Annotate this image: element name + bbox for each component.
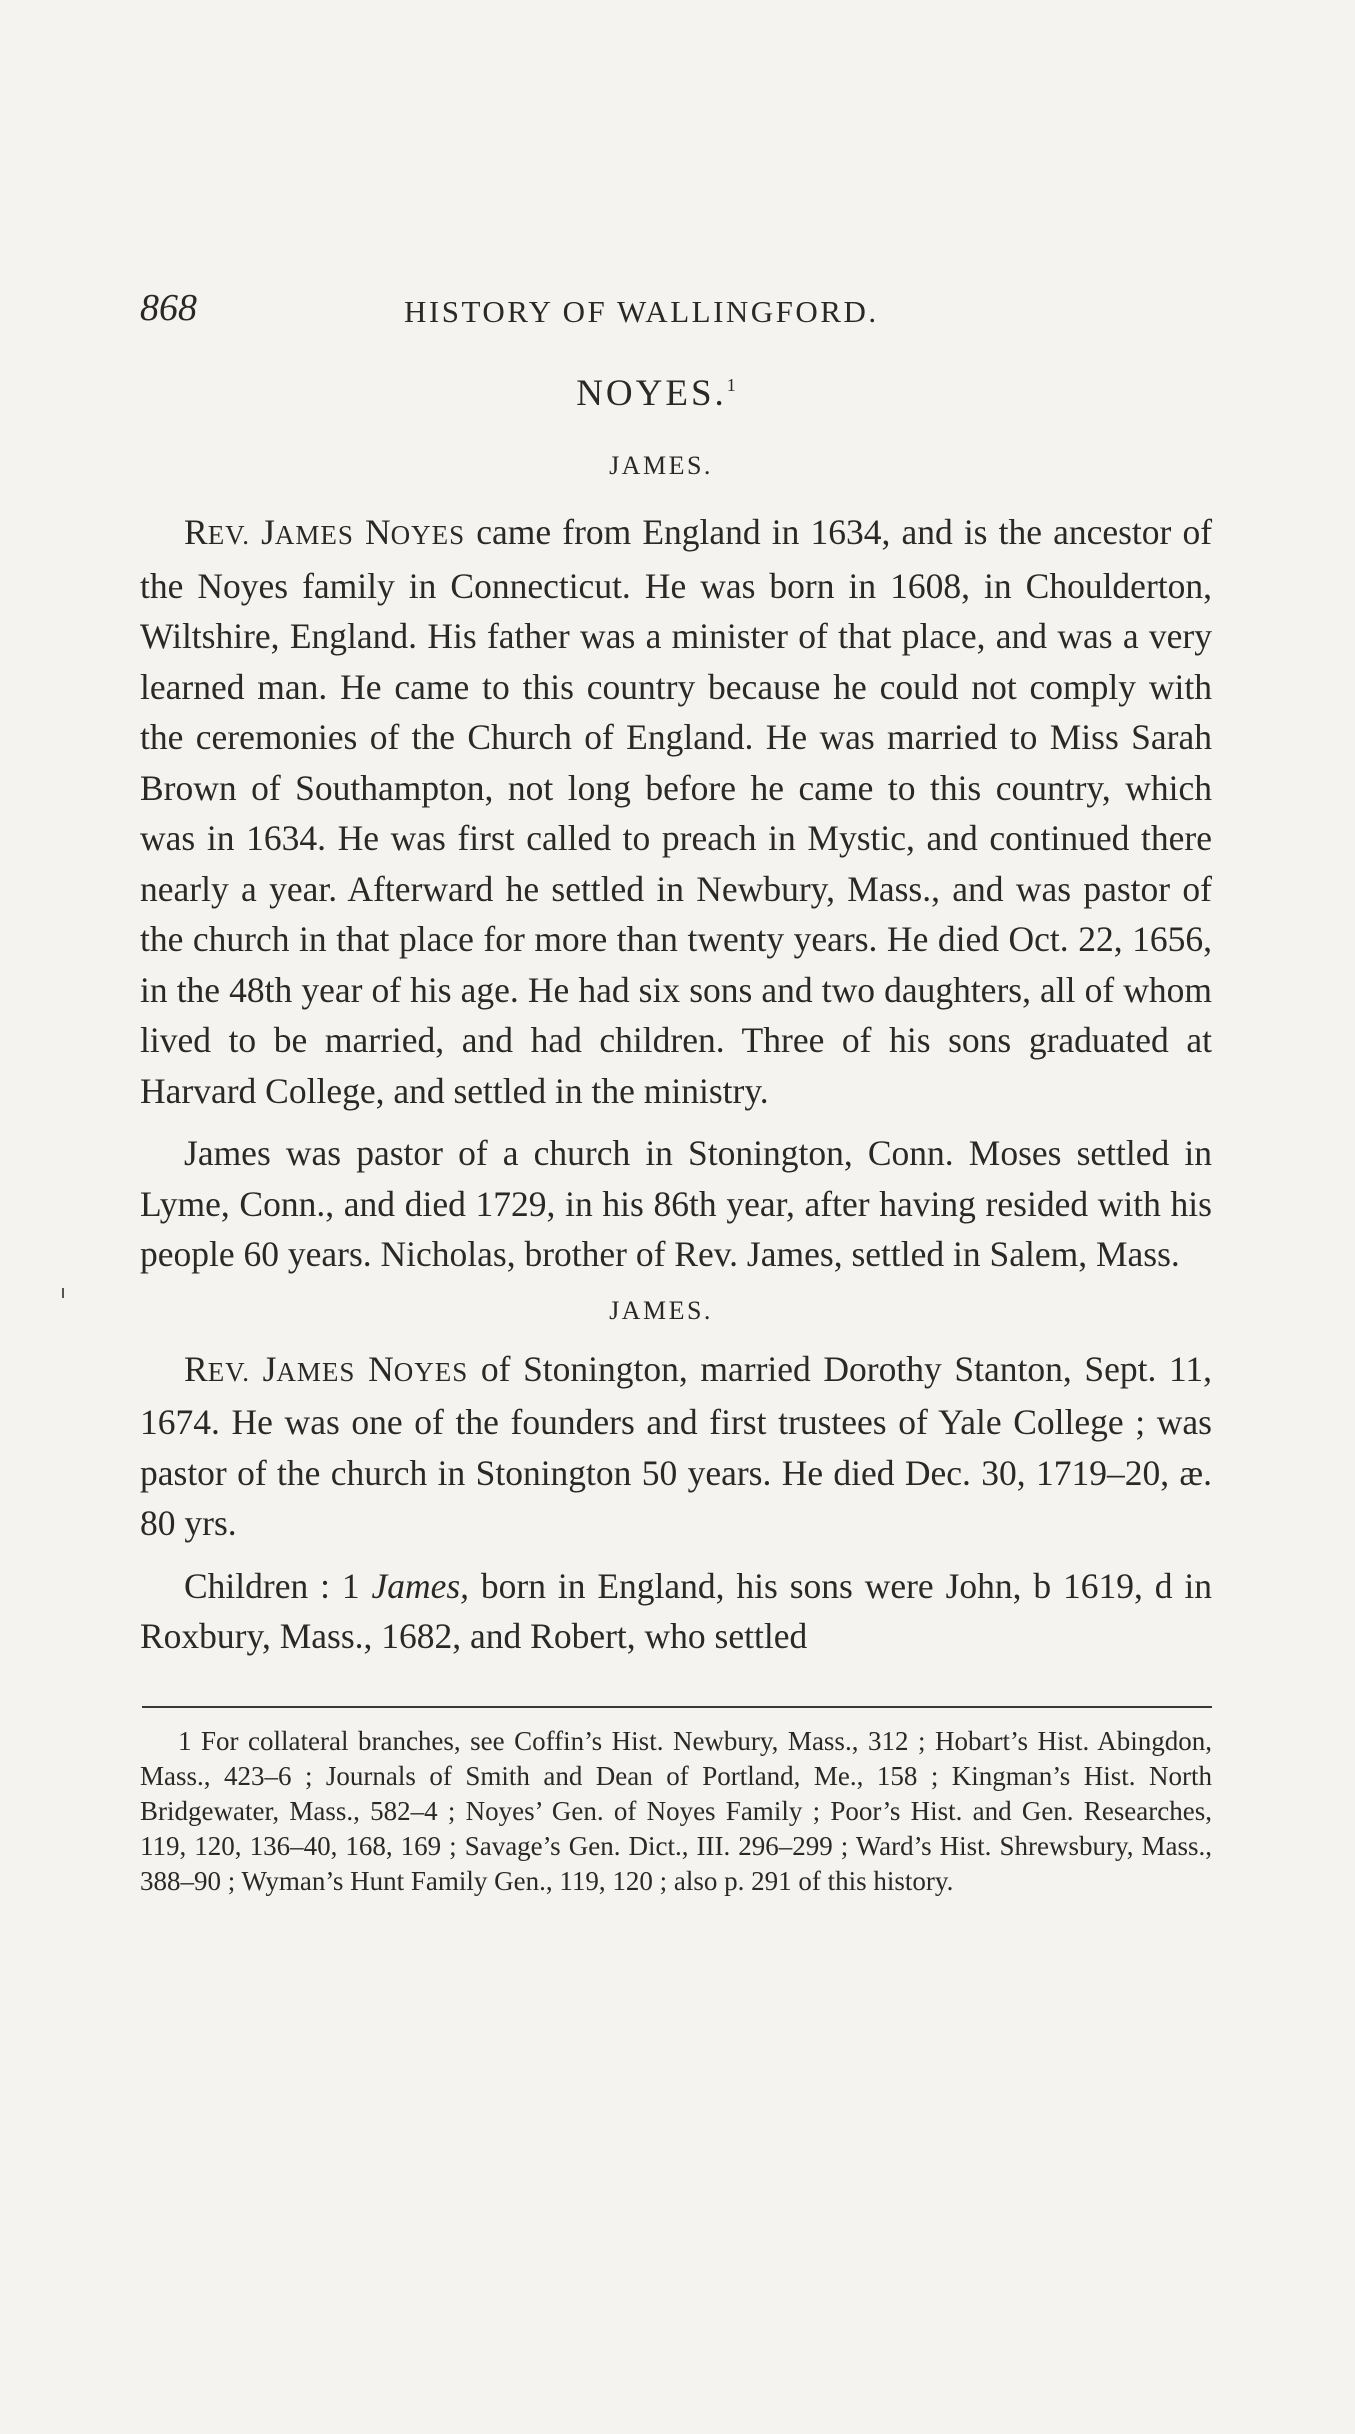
small-caps-text: OYES: [393, 1356, 469, 1387]
section-heading-noyes: [100, 372, 1212, 415]
child-name: James,: [371, 1565, 470, 1606]
heading-title: NOYES.: [576, 373, 727, 414]
subheading-james-1: JAMES.: [609, 451, 713, 480]
subheading-james-2: JAMES.: [609, 1295, 713, 1325]
small-caps-initial: J: [261, 512, 275, 552]
small-caps-initial: J: [262, 1348, 277, 1389]
running-title: HISTORY OF WALLINGFORD.: [404, 294, 879, 329]
page-number: 868: [140, 287, 197, 329]
children-prefix: Children : 1: [184, 1565, 372, 1606]
paragraph-sons: James was pastor of a church in Stonington, Conn. Moses settled in Lyme, Conn., and died 1729, in his 86th year, after having resided with his people 60 years. Nicholas, brother of Rev. James, settled in Salem, Mass.: [140, 1133, 1212, 1274]
small-caps-initial: R: [184, 1348, 208, 1389]
paragraph-children: [140, 1561, 1212, 1662]
small-caps-text: AMES: [276, 1356, 356, 1387]
small-caps-text: EV.: [207, 1356, 250, 1387]
footnote: 1 For collateral branches, see Coffin’s Hist. Newbury, Mass., 312 ; Hobart’s Hist. Abingdon, Mass., 423–6 ; Journals of Smith and Dean of Portland, Me., 158 ; Kingman’s Hist. North Bridgewater, Mass., 582–4 ; Noyes’ Gen. of Noyes Family ; Poor’s Hist. and Gen. Researches, 119, 120, 136–40, 168, 169 ; Savage’s Gen. Dict., III. 296–299 ; Ward’s Hist. Shrewsbury, Mass., 388–90 ; Wyman’s Hunt Family Gen., 119, 120 ; also p. 291 of this history.: [140, 1725, 1212, 1896]
paragraph-rev-james-noyes-stonington: [140, 1344, 1212, 1549]
paragraph-rev-james-noyes: [140, 507, 1212, 1116]
footnote-reference: 1: [726, 375, 736, 395]
paragraph-text: came from England in 1634, and is the ancestor of the Noyes family in Connecticut. He was born in 1608, in Choulderton, Wiltshire, England. His father was a minister of that place, and was a very learned man. He came to this country because he could not comply with the ceremonies of the Church of England. He was married to Miss Sarah Brown of Southampton, not long before he came to this country, which was in 1634. He was first called to preach in Mystic, and continued there nearly a year. Afterward he settled in Newbury, Mass., and was pastor of the church in that place for more than twenty years. He died Oct. 22, 1656, in the 48th year of his age. He had six sons and two daughters, all of whom lived to be married, and had children. Three of his sons graduated at Harvard College, and settled in the ministry.: [140, 512, 1213, 1111]
small-caps-text: AMES: [274, 520, 354, 550]
small-caps-text: OYES: [390, 520, 466, 550]
small-caps-text: EV.: [207, 520, 250, 550]
small-caps-initial: R: [184, 512, 208, 552]
paragraph-text: of Stonington, married Dorothy Stanton, Sept. 11, 1674. He was one of the founders and first trustees of Yale College ; was pastor of the church in Stonington 50 years. He died Dec. 30, 1719–20, æ. 80 yrs.: [140, 1348, 1213, 1543]
running-head: [140, 282, 1212, 332]
margin-mark: [62, 1288, 64, 1298]
paragraph-text: born in England, his sons were John, b 1619, d in Roxbury, Mass., 1682, and Robert, who settled: [140, 1565, 1212, 1656]
small-caps-initial: N: [365, 512, 391, 552]
book-page: [140, 282, 1212, 1926]
small-caps-initial: N: [368, 1348, 394, 1389]
footnote-rule: [142, 1706, 1212, 1708]
